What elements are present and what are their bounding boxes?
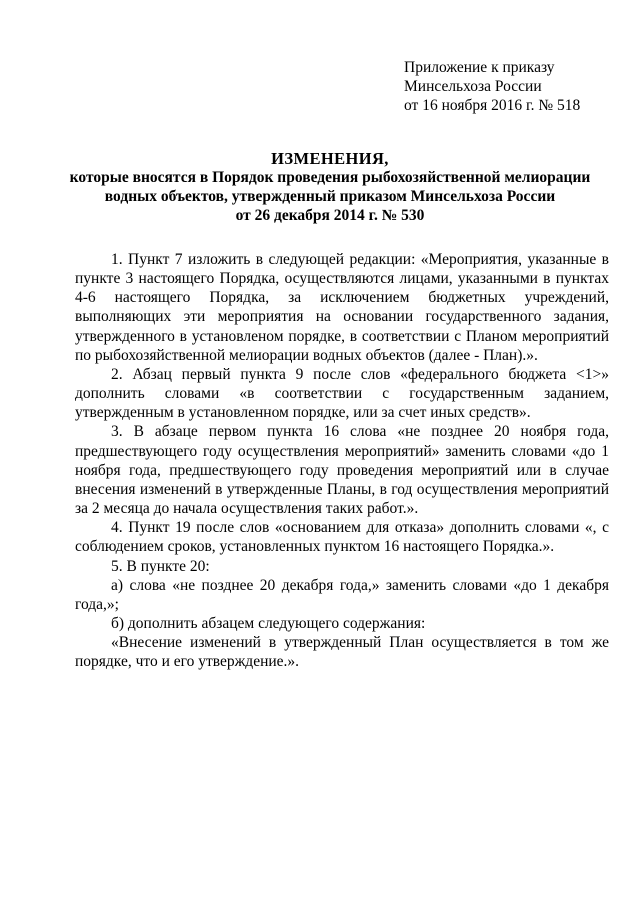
- paragraph-6: а) слова «не позднее 20 декабря года,» заменить словами «до 1 декабря года,»;: [75, 576, 609, 613]
- paragraph-5: 5. В пункте 20:: [111, 557, 210, 575]
- heading-line-2: которые вносятся в Порядок проведения рыбохозяйственной мелиорации: [69, 169, 591, 186]
- paragraph-1: 1. Пункт 7 изложить в следующей редакции: «Мероприятия, указанные в пункте 3 настоящего Порядка, осуществляются лицами, указанными в пунктах 4-6 настоящего Порядка, за исключением бюджетных учреждений, выполняющих эти мероприятия на основании государственного задания, утвержденного в установленом порядке, в соответствии с Планом мероприятий по рыбохозяйственной мелиорации водных объектов (далее - План).».: [75, 251, 609, 364]
- paragraph-3: 3. В абзаце первом пункта 16 слова «не позднее 20 ноября года, предшествующего году осуществления мероприятий» заменить словами «до 1 ноября года, предшествующего году проведения мероприятий или в случае внесения изменений в утвержденные Планы, в год осуществления мероприятий за 2 месяца до начала осуществления таких работ.».: [75, 423, 609, 518]
- heading-line-4: от 26 декабря 2014 г. № 530: [235, 207, 425, 224]
- paragraph-4: 4. Пункт 19 после слов «основанием для отказа» дополнить словами «, с соблюдением сроков, установленных пунктом 16 настоящего Порядка.».: [75, 519, 609, 556]
- paragraph-8: «Внесение изменений в утвержденный План осуществляется в том же порядке, что и его утверждение.».: [75, 634, 609, 671]
- annex-line-1: Приложение к приказу: [404, 59, 555, 76]
- document-body: [75, 250, 609, 671]
- annex-line-2: Минсельхоза России: [404, 78, 542, 95]
- annex-reference: [404, 58, 580, 115]
- heading-title: ИЗМЕНЕНИЯ,: [271, 149, 389, 168]
- annex-line-3: от 16 ноября 2016 г. № 518: [404, 97, 581, 114]
- document-heading: [60, 149, 600, 225]
- heading-line-3: водных объектов, утвержденный приказом Минсельхоза России: [104, 188, 556, 205]
- paragraph-2: 2. Абзац первый пункта 9 после слов «федерального бюджета <1>» дополнить словами «в соответствии с государственным заданием, утвержденным в установленном порядке, или за счет иных средств».: [75, 365, 609, 422]
- paragraph-7: б) дополнить абзацем следующего содержания:: [111, 614, 426, 632]
